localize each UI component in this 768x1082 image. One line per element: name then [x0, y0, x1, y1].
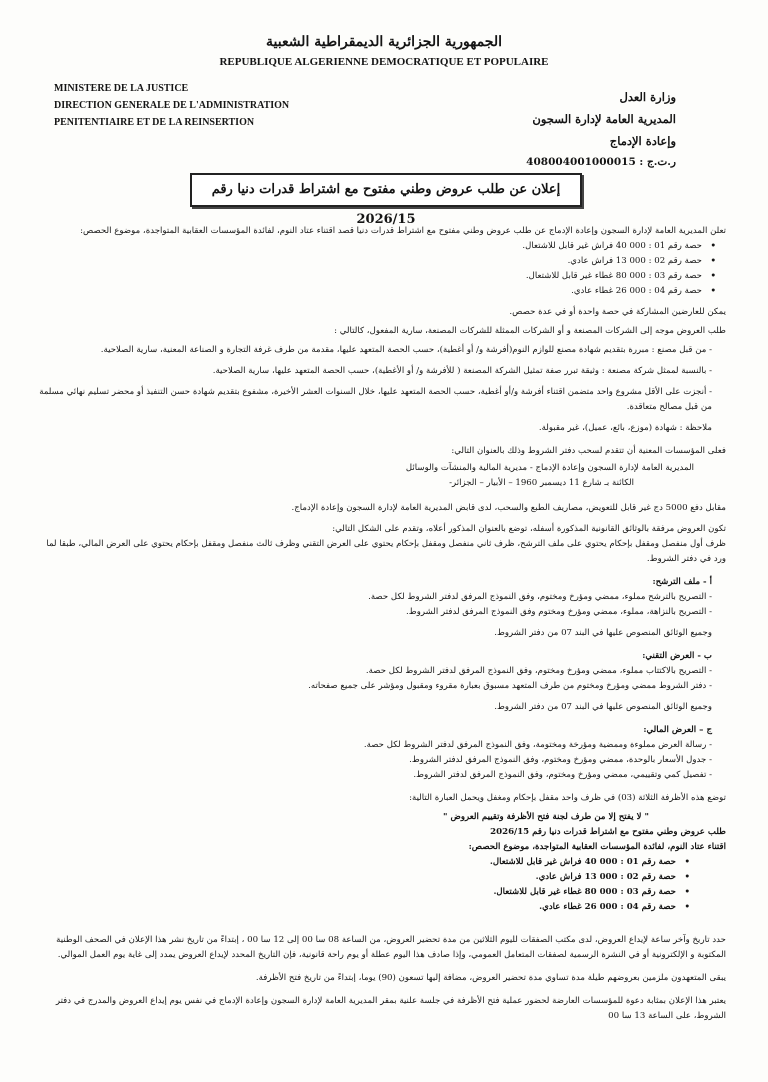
section-technical-offer [36, 649, 726, 715]
tax-id-reference: ر.ت.ج : 408004001000015 [526, 156, 676, 168]
intro-paragraph: تعلن المديرية العامة لإدارة السجون وإعادة الإدماج عن طلب عروض وطني مفتوح مع اشتراط قدرات دنيا قصد اقتناء عتاد النوم، لفائدة المؤسسات العقابية المتواجدة، موضوع الحصص: [80, 226, 726, 236]
ministry-line: وزارة العدل [619, 90, 676, 104]
withdraw-intro: فعلى المؤسسات المعنية أن تتقدم لسحب دفتر الشروط وذلك بالعنوان التالي: [451, 446, 726, 456]
address-line: المديرية العامة لإدارة السجون وإعادة الإدماج - مديرية المالية والمنشآت والوسائل [405, 463, 694, 473]
republic-title-arabic: الجمهورية الجزائرية الديمقراطية الشعبية [265, 34, 502, 50]
section-title: ب - العرض التقني: [642, 651, 712, 661]
outer-envelope-label [366, 810, 726, 915]
announcement-title: إعلان عن طلب عروض وطني مفتوح مع اشتراط قدرات دنيا رقم 2026/15 [190, 173, 582, 207]
eligibility-note: ملاحظة : شهادة (موزع، بائع، عميل)، غير مقبولة. [538, 423, 712, 433]
lot-item: • حصة رقم 02 : 000 13 فراش عادي. [366, 870, 676, 885]
directorate-line: DIRECTION GENERALE DE L'ADMINISTRATION [54, 100, 290, 111]
lot-item: • حصة رقم 03 : 000 80 غطاء غير قابل للاشتعال. [366, 885, 676, 900]
bidding-note: يمكن للعارضين المشاركة في حصة واحدة أو في عدة حصص. [509, 307, 726, 317]
lot-item: • حصة رقم 02 : 000 13 فراش عادي. [36, 254, 702, 269]
deadline-paragraph: حدد تاريخ وآخر ساعة لإيداع العروض، لدى مكتب الصفقات لليوم الثلاثين من مدة تحضير العروض، من الساعة 08 سا 00 إلى 12 سا 00 ، إبتداءً من تاريخ نشر هذا الإعلان في الصحف الوطنية المكتوبة و الإلكترونية أو في النشرة الرسمية لصفقات المتعامل العمومي، وإذا صادف هذا اليوم عطلة أو يوم راحة قانونية، فإن التاريخ المحدد لإيداع العروض يمدد إلى غاية يوم العمل الموالي. [56, 935, 726, 960]
lot-item: • حصة رقم 03 : 000 80 غطاء غير قابل للاشتعال. [36, 269, 702, 284]
label-line: طلب عروض وطني مفتوح مع اشتراط قدرات دنيا رقم 2026/15 [490, 827, 726, 837]
lot-item: • حصة رقم 01 : 000 40 فراش غير قابل للاشتعال. [366, 855, 676, 870]
address-line: الكائنة بـ شارع 11 ديسمبر 1960 – الأبيار – الجزائر- [449, 478, 634, 488]
address-block [36, 461, 726, 491]
section-item: - التصريح بالاكتتاب مملوء، ممضي ومؤرخ ومختوم، وفق النموذج المرفق لدفتر الشروط لكل حصة. [365, 666, 712, 676]
section-item: - التصريح بالنزاهة، مملوء، ممضي ومؤرخ ومختوم وفق النموذج المرفق لدفتر الشروط. [406, 607, 712, 617]
section-title: أ - ملف الترشح: [652, 577, 712, 587]
envelope-rule: ظرف أول منفصل ومقفل بإحكام يحتوي على ملف الترشح، ظرف ثاني منفصل ومقفل بإحكام يحتوي على العرض التقني وظرف ثالث منفصل ومقفل بإحكام يحتوي على العرض المالي، طبقا لما ورد في دفتر الشروط. [46, 539, 726, 564]
label-line: " لا يفتح إلا من طرف لجنة فتح الأظرفة وتقييم العروض " [443, 812, 649, 822]
section-title: ج – العرض المالي: [643, 725, 712, 735]
lot-item: • حصة رقم 04 : 000 26 غطاء عادي. [36, 284, 702, 299]
lot-item: • حصة رقم 01 : 000 40 فراش غير قابل للاشتعال. [36, 239, 702, 254]
fee-paragraph: مقابل دفع 5000 دج غير قابل للتعويض، مصاريف الطبع والسحب، لدى قابض المديرية العامة لإدارة السجون وإعادة الإدماج. [291, 503, 726, 513]
section-item: - دفتر الشروط ممضي ومؤرخ ومختوم من طرف المتعهد مسبوق بعبارة مقروء ومقبول ومؤشر على جميع صفحاته. [308, 681, 712, 691]
eligibility-item: - بالنسبة لممثل شركة مصنعة : وثيقة تبرر صفة تمثيل الشركة المصنعة ( للأفرشة و/ أو الأغطية)، حسب الحصة المتعهد عليها، سارية الصلاحية. [212, 366, 712, 376]
section-docs: وجميع الوثائق المنصوص عليها في البند 07 من دفتر الشروط. [494, 702, 712, 712]
ministry-header-french [54, 80, 324, 131]
section-docs: وجميع الوثائق المنصوص عليها في البند 07 من دفتر الشروط. [494, 628, 712, 638]
opening-paragraph: يعتبر هذا الإعلان بمثابة دعوة للمؤسسات العارضة لحضور عملية فتح الأظرفة في جلسة علنية بمقر المديرية العامة لإدارة السجون وإعادة الإدماج في نفس يوم إيداع العروض والمدرج في دفتر الشروط، على الساعة 13 سا 00 [55, 996, 726, 1021]
lot-item: • حصة رقم 04 : 000 26 غطاء عادي. [366, 900, 676, 915]
section-candidacy [36, 575, 726, 641]
validity-paragraph: يبقى المتعهدون ملزمين بعروضهم طيلة مدة تساوي مدة تحضير العروض، مضافة إليها تسعون (90) يوما، إبتداءً من تاريخ فتح الأظرفة. [255, 973, 726, 983]
section-item: - تفصيل كمي وتقييمي، ممضي ومؤرخ ومختوم، وفق النموذج المرفق لدفتر الشروط. [413, 770, 712, 780]
eligibility-list [36, 343, 726, 436]
directorate-line: وإعادة الإدماج [609, 134, 676, 148]
envelopes-placement: توضع هذه الأظرفة الثلاثة (03) في ظرف واحد مقفل بإحكام ومغفل ويحمل العبارة التالية: [409, 793, 726, 803]
eligibility-item: - من قبل مصنع : مبررة بتقديم شهادة مصنع للوازم النوم(أفرشة و/ أو أغطية)، حسب الحصة المتعهد عليها، مقدمة من طرف غرفة التجارة و الصناعة المعنية، سارية الصلاحية. [100, 345, 712, 355]
eligibility-intro: طلب العروض موجه إلى الشركات المصنعة و أو الشركات الممثلة للشركات المصنعة، سارية المفعول، كالتالي : [334, 326, 726, 336]
label-lots-list [366, 855, 726, 915]
section-item: - رسالة العرض مملوءة وممضية ومؤرخة ومختومة، وفق النموذج المرفق لدفتر الشروط لكل حصة. [363, 740, 712, 750]
ministry-line: MINISTERE DE LA JUSTICE [54, 83, 189, 94]
lots-list [36, 239, 726, 299]
directorate-line: المديرية العامة لإدارة السجون [532, 112, 676, 126]
directorate-line: PENITENTIAIRE ET DE LA REINSERTION [54, 117, 255, 128]
ministry-header-arabic [456, 86, 676, 152]
label-line: اقتناء عتاد النوم، لفائدة المؤسسات العقابية المتواجدة، موضوع الحصص: [468, 842, 726, 852]
submission-intro: تكون العروض مرفقة بالوثائق القانونية المذكورة أسفله، توضع بالعنوان المذكور أعلاه، وتقدم على الشكل التالي: [332, 524, 726, 534]
eligibility-item: - أنجزت على الأقل مشروع واحد متضمن اقتناء أفرشة و/أو أغطية، حسب الحصة المتعهد عليها، خلال السنوات العشر الأخيرة، مشفوع بتقديم شهادة حسن التنفيذ أو محضر تسليم نهائي مسلمة من قبل مصالح متعاقدة. [39, 387, 712, 412]
section-item: - التصريح بالترشح مملوء، ممضي ومؤرخ ومختوم، وفق النموذج المرفق لدفتر الشروط لكل حصة. [368, 592, 712, 602]
section-financial-offer [36, 723, 726, 783]
section-item: - جدول الأسعار بالوحدة، ممضي ومؤرخ ومختوم، وفق النموذج المرفق لدفتر الشروط. [409, 755, 712, 765]
announcement-body [36, 224, 726, 1024]
republic-title-french: REPUBLIQUE ALGERIENNE DEMOCRATIQUE ET POPULAIRE [219, 56, 549, 68]
